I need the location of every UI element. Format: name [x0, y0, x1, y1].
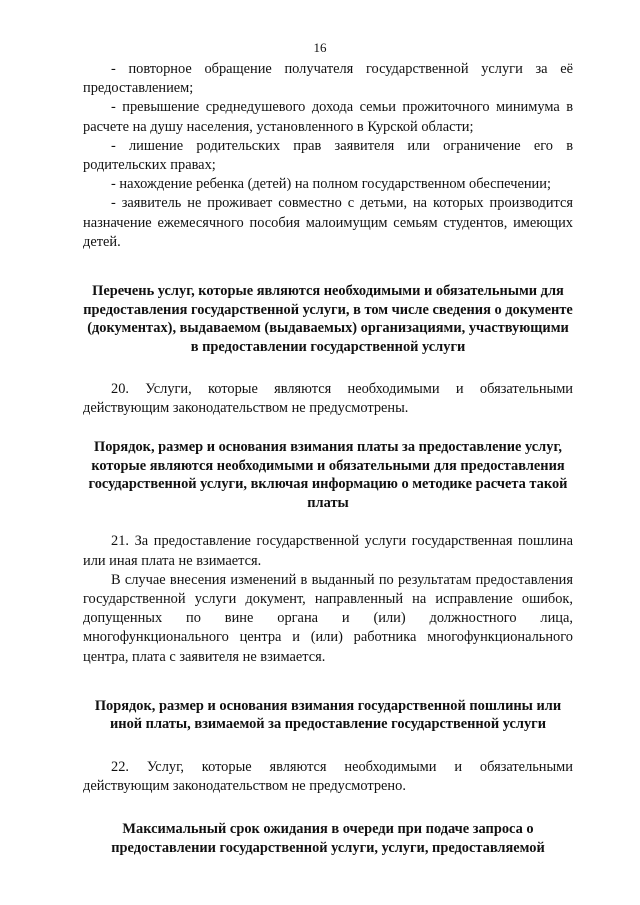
page-number: 16 — [313, 40, 327, 55]
list-item-state-support: - нахождение ребенка (детей) на полном государственном обеспечении; — [111, 176, 551, 193]
section-heading-fee-for-services: Порядок, размер и основания взимания платы за предоставление услуг, которые являются необходимыми и обязательными для предоставления государственной услуги, включая информацию о методике расчета такой платы — [88, 439, 568, 511]
list-item-parental-rights: - лишение родительских прав заявителя или ограничение его в родительских правах; — [83, 137, 573, 174]
list-item-not-living-together: - заявитель не проживает совместно с детьми, на которых производится назначение ежемесячного пособия малоимущим семьям студентов, имеющих детей. — [83, 195, 573, 250]
document-body — [83, 60, 573, 857]
paragraph-21: 21. За предоставление государственной услуги государственная пошлина или иная плата не взимается. — [83, 533, 573, 569]
paragraph-21-correction: В случае внесения изменений в выданный по результатам предоставления государственной услуги документ, направленный на исправление ошибок, допущенных по вине органа и (или) должностного лица, многофункционального центра и (или) работника многофункционального центра, плата с заявителя не взимается. — [83, 571, 573, 665]
section-heading-required-services: Перечень услуг, которые являются необходимыми и обязательными для предоставления государственной услуги, в том числе сведения о документе (документах), выдаваемом (выдаваемых) организациями, участвующими в предоставлении государственной услуги — [83, 283, 573, 355]
section-heading-state-duty: Порядок, размер и основания взимания государственной пошлины или иной платы, взимаемой за предоставление государственной услуги — [94, 697, 562, 733]
paragraph-20: 20. Услуги, которые являются необходимыми и обязательными действующим законодательством не предусмотрены. — [83, 381, 573, 417]
paragraph-22: 22. Услуг, которые являются необходимыми и обязательными действующим законодательством не предусмотрено. — [83, 758, 573, 795]
list-item-income-excess: - превышение среднедушевого дохода семьи прожиточного минимума в расчете на душу населения, установленного в Курской области; — [83, 99, 573, 135]
section-heading-queue-time: Максимальный срок ожидания в очереди при подаче запроса о предоставлении государственной услуги, услуги, предоставляемой — [111, 821, 545, 856]
list-item-repeat-request: - повторное обращение получателя государственной услуги за её предоставлением; — [83, 61, 573, 97]
